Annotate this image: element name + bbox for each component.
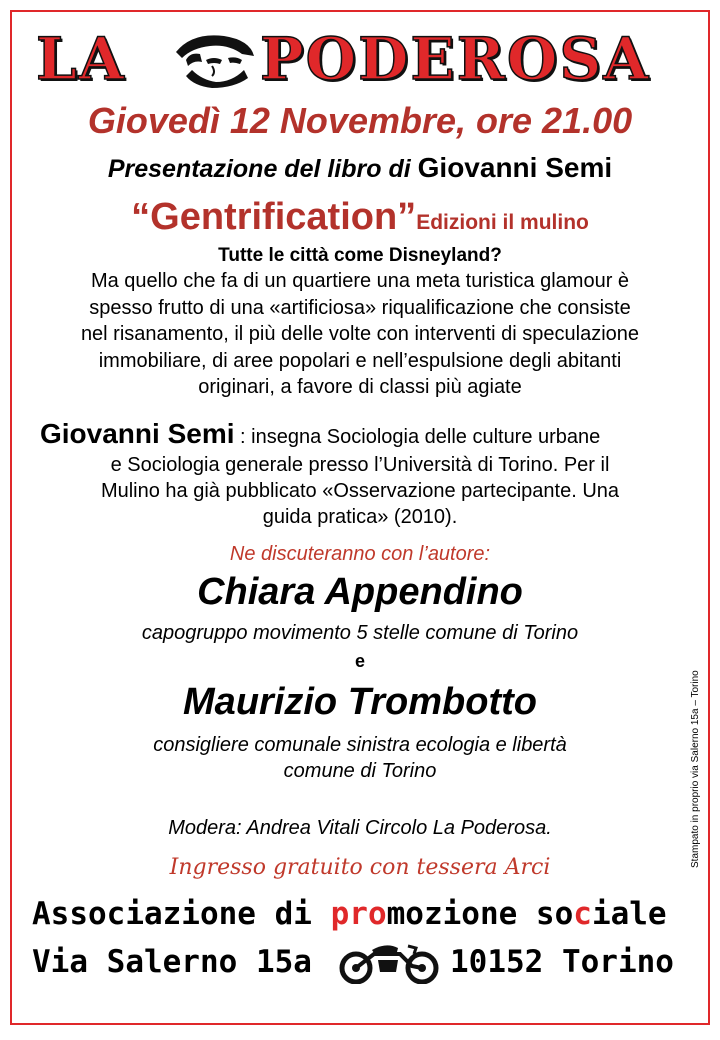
event-date: Giovedì 12 Novembre, ore 21.00 bbox=[87, 100, 633, 141]
speaker1-role: capogruppo movimento 5 stelle comune di Torino bbox=[141, 622, 579, 644]
bio-paragraph: e Sociologia generale presso l’Università di Torino. Per il Mulino ha già pubblicato «Osservazione partecipante. Una guida pratica» (2010). bbox=[100, 454, 620, 528]
address-street: Via Salerno 15a bbox=[32, 944, 312, 980]
discussion-intro: Ne discuteranno con l’autore: bbox=[229, 543, 491, 565]
assoc-part-e: iale bbox=[591, 896, 667, 932]
bio-first-line: : insegna Sociologia delle culture urbane bbox=[234, 426, 601, 448]
bio-author-name bbox=[40, 418, 600, 450]
assoc-part-a: Associazione di bbox=[32, 896, 331, 932]
conjunction: e bbox=[354, 651, 365, 671]
description-paragraph: Ma quello che fa di un quartiere una meta turistica glamour è spesso frutto di una «artificiosa» riqualificazione che consiste nel risanamento, il più delle volte con interventi di speculazione immobiliare, di aree popolari e nell’espulsione degli abitanti originari, a favore di classi più agiate bbox=[80, 270, 640, 398]
bio-name: Giovanni Semi bbox=[40, 418, 235, 449]
printed-by-note: Stampato in proprio via Salerno 15a – Torino bbox=[690, 670, 701, 868]
presentation-prefix: Presentazione del libro di bbox=[107, 155, 418, 183]
association-line bbox=[32, 896, 667, 932]
logo-text-poderosa: PODEROSA bbox=[260, 25, 651, 93]
address-city: 10152 Torino bbox=[450, 944, 674, 980]
book-title-line bbox=[0, 196, 720, 239]
assoc-part-b: pro bbox=[330, 896, 387, 932]
che-guevara-portrait-icon bbox=[172, 30, 256, 88]
presentation-line bbox=[0, 152, 720, 184]
entry-note: Ingresso gratuito con tessera Arci bbox=[169, 855, 551, 880]
question-heading: Tutte le città come Disneyland? bbox=[218, 245, 502, 266]
logo-la-poderosa bbox=[32, 25, 692, 93]
speaker2-role: consigliere comunale sinistra ecologia e libertà comune di Torino bbox=[153, 734, 567, 782]
moderator-line: Modera: Andrea Vitali Circolo La Poderosa. bbox=[168, 817, 552, 839]
assoc-part-d: c bbox=[573, 896, 592, 932]
assoc-part-c: mozione so bbox=[386, 896, 574, 932]
book-title: “Gentrification” bbox=[131, 196, 417, 238]
publisher: Edizioni il mulino bbox=[416, 211, 589, 234]
speaker1-name: Chiara Appendino bbox=[197, 571, 523, 613]
speaker2-name: Maurizio Trombotto bbox=[183, 681, 537, 723]
logo-text-la: LA bbox=[36, 25, 126, 93]
author-name: Giovanni Semi bbox=[417, 152, 613, 183]
motorcycle-icon bbox=[338, 938, 440, 984]
